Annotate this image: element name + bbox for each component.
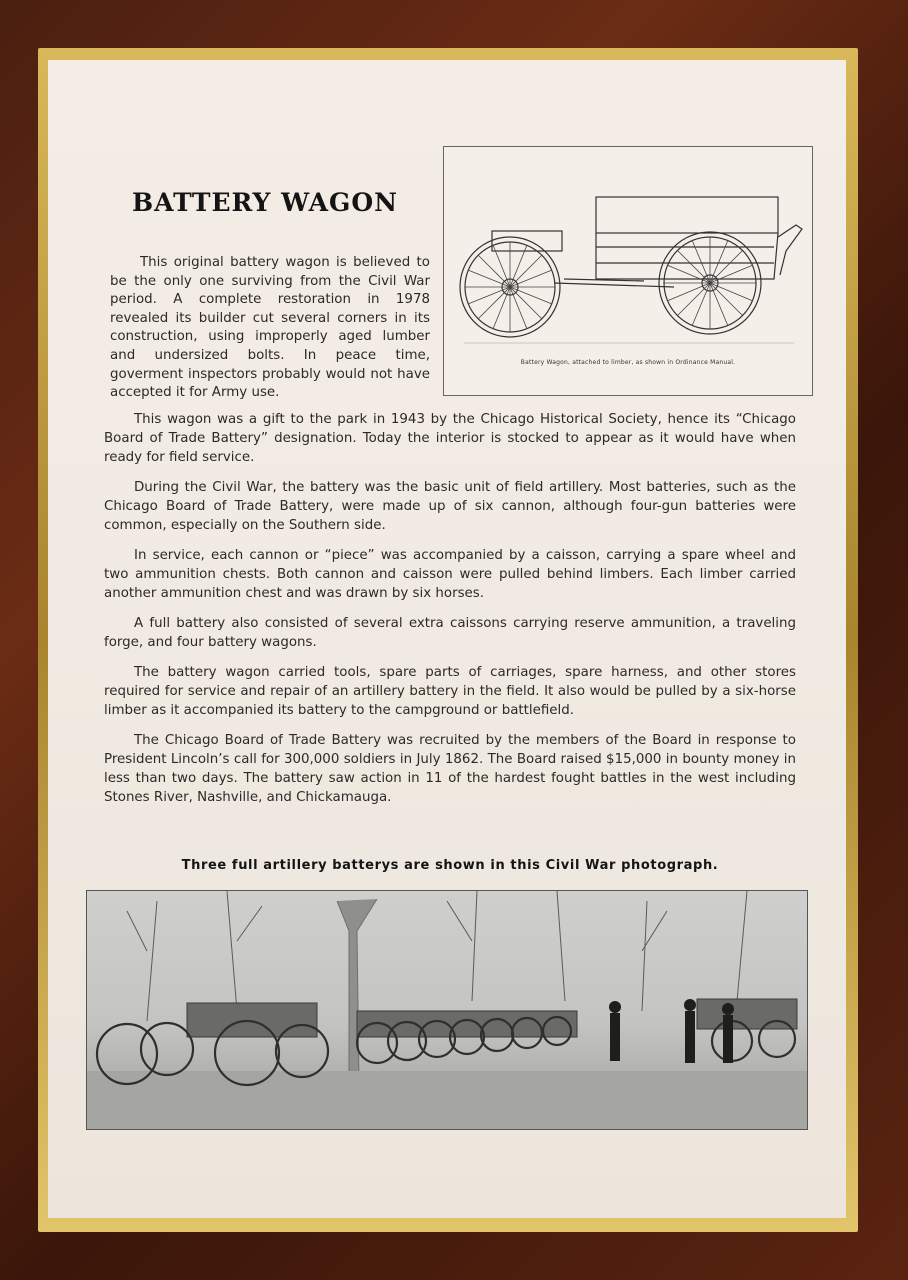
paragraph-battery-unit: During the Civil War, the battery was the basic unit of field artillery. Most batteries, such as the Chicago Board of Trade Battery, were made up of six cannon, although four-gun batteries were common, especially on the Southern side.: [104, 480, 796, 533]
paragraph-recruitment: The Chicago Board of Trade Battery was recruited by the members of the Board in response to President Lincoln’s call for 300,000 soldiers in July 1862. The Board raised $15,000 in bounty money in less than two days. The battery saw action in 11 of the hardest fought battles in the west including Stones River, Nashville, and Chickamauga.: [104, 733, 796, 805]
artillery-photo-image: [87, 891, 807, 1129]
intro-paragraph: This original battery wagon is believed to be the only one surviving from the Civil War period. A complete restoration in 1978 revealed its builder cut several corners in its construction, using improperly aged lumber and undersized bolts. In peace time, goverment inspectors probably would not have accepted it for Army use.: [110, 255, 430, 401]
paragraph-full-battery: A full battery also consisted of several extra caissons carrying reserve ammunition, a traveling forge, and four battery wagons.: [104, 616, 796, 650]
civil-war-photograph: [86, 890, 808, 1130]
paragraph-service: In service, each cannon or “piece” was accompanied by a caisson, carrying a spare wheel and two ammunition chests. Both cannon and caisson were pulled behind limbers. Each limber carried another ammunition chest and was drawn by six horses.: [104, 548, 796, 601]
page-title: BATTERY WAGON: [132, 188, 398, 217]
paragraph-gift: This wagon was a gift to the park in 1943 by the Chicago Historical Society, hence its “Chicago Board of Trade Battery” designation. Today the interior is stocked to appear as it would have when ready for field service.: [104, 412, 796, 465]
photo-caption: Three full artillery batterys are shown in this Civil War photograph.: [181, 858, 719, 873]
body-text: [104, 410, 796, 818]
drawing-caption: Battery Wagon, attached to limber, as shown in Ordinance Manual.: [520, 359, 736, 366]
wagon-line-drawing: [444, 147, 812, 395]
paragraph-wagon-use: The battery wagon carried tools, spare parts of carriages, spare harness, and other stores required for service and repair of an artillery battery in the field. It also would be pulled by a six-horse limber as it accompanied its battery to the campground or battlefield.: [104, 665, 796, 718]
wagon-drawing: [443, 146, 813, 396]
display-sheet: [48, 60, 846, 1218]
